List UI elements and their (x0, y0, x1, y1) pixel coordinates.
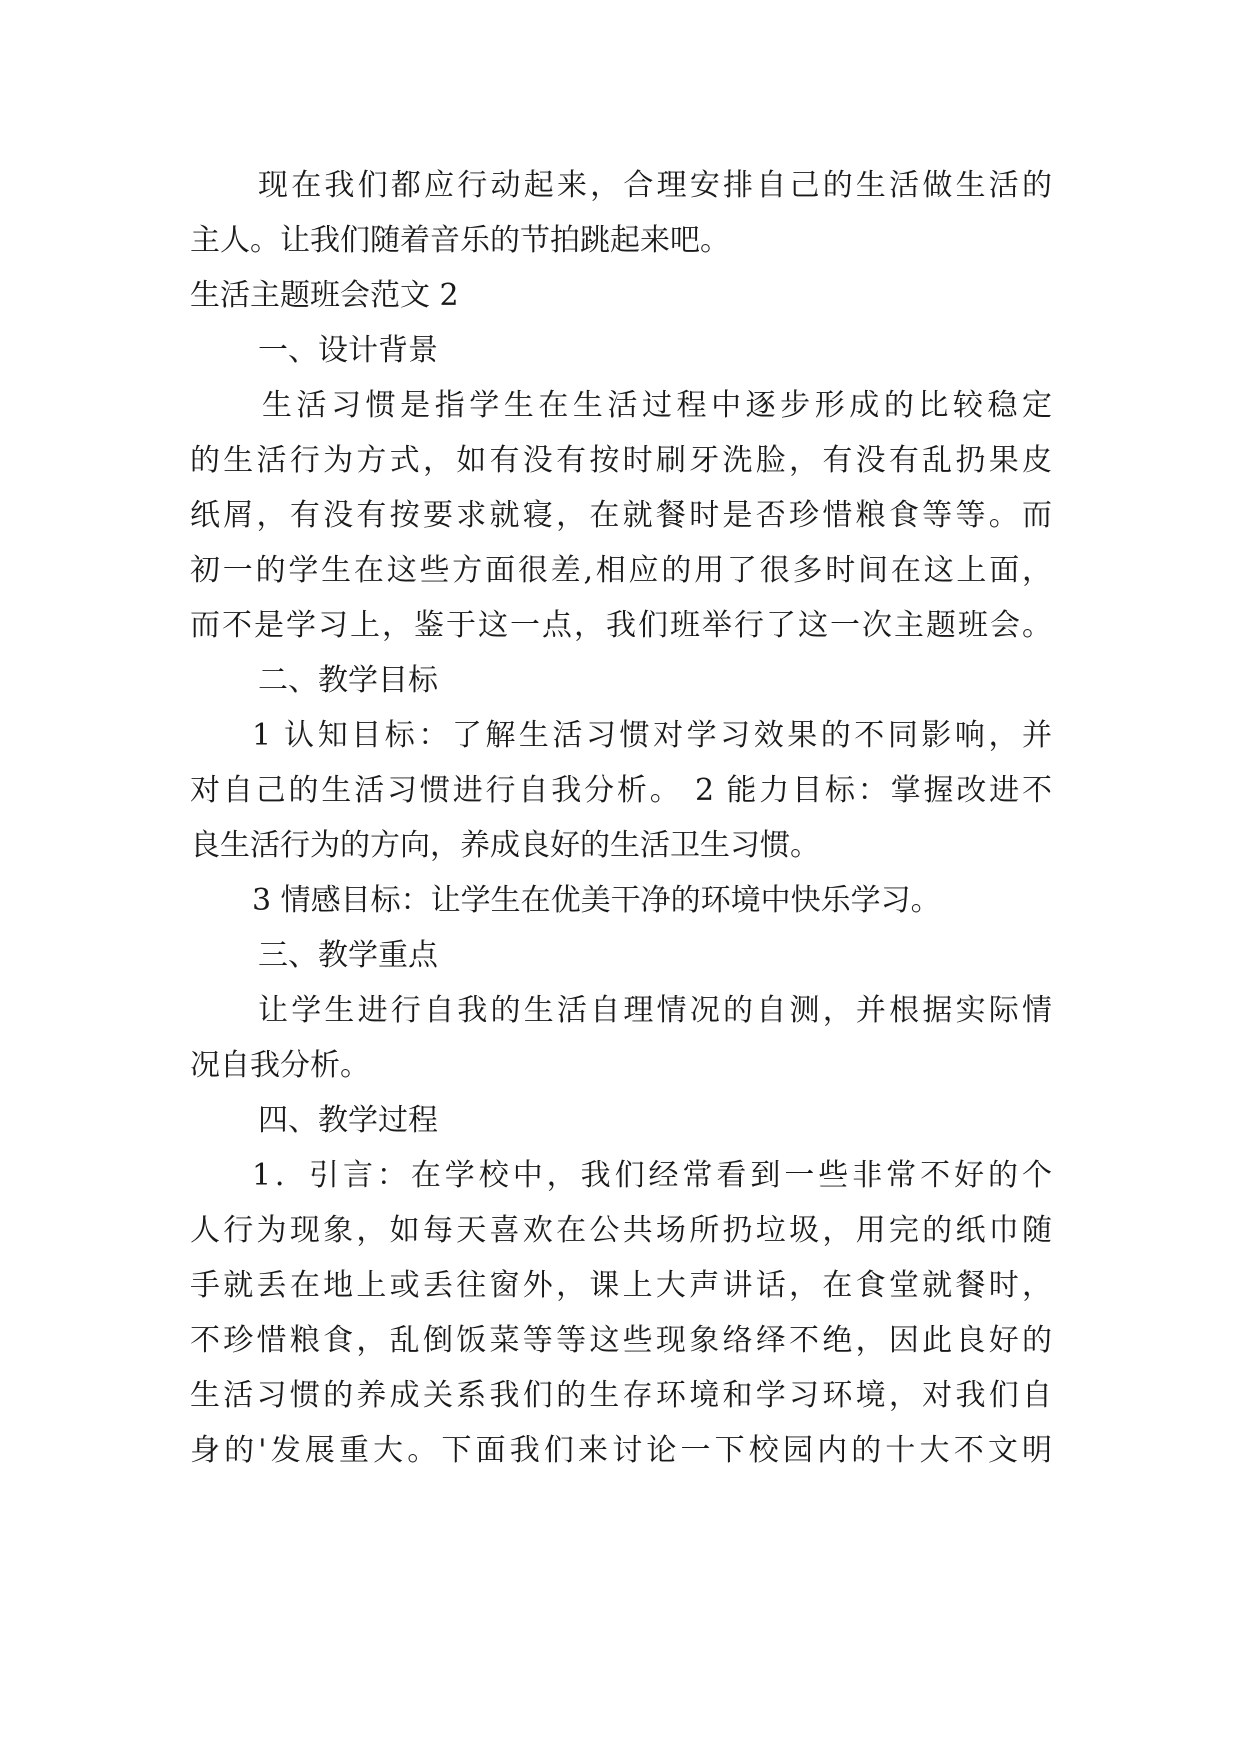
paragraph-line: 让学生进行自我的生活自理情况的自测，并根据实际情 (258, 993, 1052, 1028)
paragraph-line: 的生活行为方式，如有没有按时刷牙洗脸，有没有乱扔果皮 (190, 443, 1052, 478)
section-title: 生活主题班会范文 2 (190, 278, 459, 313)
paragraph-line: 手就丢在地上或丢往窗外，课上大声讲话，在食堂就餐时， (190, 1268, 1052, 1303)
paragraph-line: 主人。让我们随着音乐的节拍跳起来吧。 (190, 223, 730, 258)
section-heading: 一、设计背景 (258, 333, 438, 368)
paragraph-line: 对自己的生活习惯进行自我分析。 2 能力目标：掌握改进不 (190, 773, 1052, 808)
section-heading: 三、教学重点 (258, 938, 438, 973)
paragraph-line: 1 认知目标：了解生活习惯对学习效果的不同影响，并 (252, 718, 1052, 753)
paragraph-line: 现在我们都应行动起来，合理安排自己的生活做生活的 (258, 168, 1052, 203)
paragraph-line: 生活习惯是指学生在生活过程中逐步形成的比较稳定 (262, 388, 1052, 423)
paragraph-line: 3 情感目标：让学生在优美干净的环境中快乐学习。 (252, 883, 941, 918)
paragraph-line: 不珍惜粮食，乱倒饭菜等等这些现象络绎不绝，因此良好的 (190, 1323, 1052, 1358)
paragraph-line: 况自我分析。 (190, 1048, 370, 1083)
paragraph-line: 初一的学生在这些方面很差,相应的用了很多时间在这上面， (190, 553, 1052, 588)
paragraph-line: 人行为现象，如每天喜欢在公共场所扔垃圾，用完的纸巾随 (190, 1213, 1052, 1248)
section-heading: 四、教学过程 (258, 1103, 438, 1138)
paragraph-line: 良生活行为的方向，养成良好的生活卫生习惯。 (190, 828, 820, 863)
paragraph-line: 而不是学习上，鉴于这一点，我们班举行了这一次主题班会。 (190, 608, 1052, 643)
paragraph-line: 身的'发展重大。下面我们来讨论一下校园内的十大不文明 (190, 1433, 1052, 1468)
paragraph-line: 1．引言：在学校中，我们经常看到一些非常不好的个 (252, 1158, 1052, 1193)
paragraph-line: 纸屑，有没有按要求就寝，在就餐时是否珍惜粮食等等。而 (190, 498, 1052, 533)
paragraph-line: 生活习惯的养成关系我们的生存环境和学习环境，对我们自 (190, 1378, 1052, 1413)
section-heading: 二、教学目标 (258, 663, 438, 698)
